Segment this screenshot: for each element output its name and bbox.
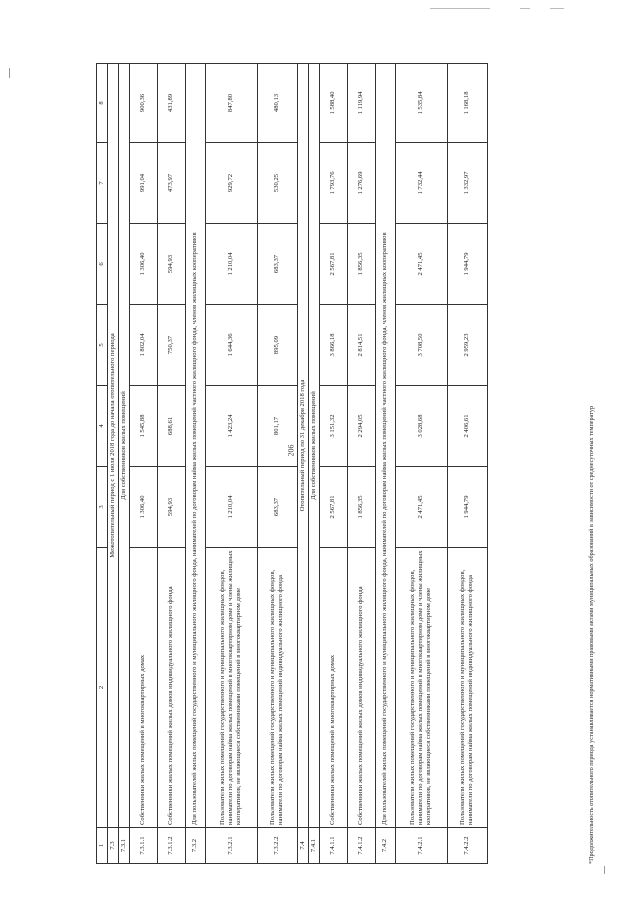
row-code: 7.4.1 <box>308 828 319 864</box>
tariff-value-cell: 1 535,84 <box>395 64 447 143</box>
tariff-value-cell: 1 545,88 <box>129 386 157 467</box>
tariff-value-cell: 594,93 <box>157 467 185 548</box>
tariff-value-cell: 1 732,44 <box>395 143 447 224</box>
tariff-table <box>96 63 488 864</box>
tariff-value-cell: 1 856,35 <box>347 224 375 305</box>
tariff-value-cell: 2 406,61 <box>447 386 487 467</box>
tariff-value-cell: 1 210,04 <box>205 224 257 305</box>
row-code: 7.3.2 <box>185 828 205 864</box>
scan-artifact <box>520 8 530 9</box>
table-row <box>297 64 308 864</box>
table-row <box>319 64 347 864</box>
header-row <box>97 64 108 864</box>
table-row <box>157 64 185 864</box>
table-row <box>308 64 319 864</box>
tariff-value-cell: 1 423,24 <box>205 386 257 467</box>
section-heading: Для пользователей жилых помещений государственного и муниципального жилищного фонда, нанимателей по договорам найма жилых помещений частного жилищного фонда, членов жилищных кооперативов <box>185 64 205 828</box>
tariff-value-cell: 1 306,40 <box>129 224 157 305</box>
tariff-value-cell: 683,37 <box>257 467 297 548</box>
column-header: 4 <box>97 386 108 467</box>
tariff-value-cell: 1 588,40 <box>319 64 347 143</box>
column-header: 5 <box>97 305 108 386</box>
tariff-value-cell: 900,36 <box>129 64 157 143</box>
tariff-value-cell: 801,17 <box>257 386 297 467</box>
column-header: 3 <box>97 467 108 548</box>
rotated-table-container <box>96 64 595 864</box>
tariff-value-cell: 2 959,23 <box>447 305 487 386</box>
row-code: 7.3.2.1 <box>205 828 257 864</box>
tariff-value-cell: 1 644,36 <box>205 305 257 386</box>
tariff-value-cell: 847,80 <box>205 64 257 143</box>
tariff-value-cell: 1 802,04 <box>129 305 157 386</box>
table-row <box>129 64 157 864</box>
row-code: 7.4.2.2 <box>447 828 487 864</box>
column-header: 7 <box>97 143 108 224</box>
table-row <box>118 64 129 864</box>
tariff-value-cell: 3 708,50 <box>395 305 447 386</box>
tariff-value-cell: 1 276,69 <box>347 143 375 224</box>
tariff-value-cell: 480,13 <box>257 64 297 143</box>
tariff-value-cell: 1 332,97 <box>447 143 487 224</box>
row-description: Пользователи жилых помещений государственного и муниципального жилищных фондов, наниматели по договорам найма жилых помещений в многоквартирном доме и члены жилищных кооперативов, не являющиеся собственниками помещений в многоквартирном доме <box>395 548 447 828</box>
tariff-value-cell: 1 210,04 <box>205 467 257 548</box>
table-row <box>375 64 395 864</box>
tariff-value-cell: 473,97 <box>157 143 185 224</box>
row-code: 7.4.1.2 <box>347 828 375 864</box>
tariff-value-cell: 530,25 <box>257 143 297 224</box>
row-code: 7.4.2 <box>375 828 395 864</box>
table-row <box>107 64 118 864</box>
scan-artifact <box>604 866 605 874</box>
tariff-value-cell: 2 567,81 <box>319 224 347 305</box>
row-description: Пользователи жилых помещений государственного и муниципального жилищных фондов, наниматели по договорам найма жилых помещений в многоквартирном доме и члены жилищных кооперативов, не являющиеся собственниками помещений в многоквартирном доме <box>205 548 257 828</box>
tariff-value-cell: 895,09 <box>257 305 297 386</box>
table-row <box>347 64 375 864</box>
tariff-value-cell: 1 119,94 <box>347 64 375 143</box>
tariff-value-cell: 2 567,81 <box>319 467 347 548</box>
row-code: 7.3.2.2 <box>257 828 297 864</box>
section-heading: Для пользователей жилых помещений государственного и муниципального жилищного фонда, нанимателей по договорам найма жилых помещений частного жилищного фонда, членов жилищных кооперативов <box>375 64 395 828</box>
row-code: 7.3.1.1 <box>129 828 157 864</box>
tariff-value-cell: 594,93 <box>157 224 185 305</box>
row-description: Пользователи жилых помещений государственного и муниципального жилищных фондов, наниматели по договорам найма жилых помещений индивидуального жилищного фонда <box>447 548 487 828</box>
footnote: *Продолжительность отопительного периода устанавливается нормативными правовыми актами муниципальных образований в зависимости от среднесуточных температур <box>588 405 595 864</box>
table-row <box>185 64 205 864</box>
tariff-value-cell: 2 471,45 <box>395 224 447 305</box>
tariff-value-cell: 3 151,32 <box>319 386 347 467</box>
table-row <box>205 64 257 864</box>
tariff-value-cell: 991,04 <box>129 143 157 224</box>
row-code: 7.4.1.1 <box>319 828 347 864</box>
section-heading: Для собственников жилых помещений <box>118 64 129 828</box>
tariff-value-cell: 431,89 <box>157 64 185 143</box>
row-description: Собственники жилых помещений в многоквартирных домах <box>319 548 347 828</box>
row-description: Собственники жилых помещений в многоквартирных домах <box>129 548 157 828</box>
tariff-value-cell: 3 028,68 <box>395 386 447 467</box>
scan-artifact <box>430 8 490 9</box>
column-header: 6 <box>97 224 108 305</box>
section-heading: Отопительный период по 31 декабря 2018 года <box>297 64 308 828</box>
tariff-value-cell: 1 168,18 <box>447 64 487 143</box>
row-description: Собственники жилых помещений жилых домов индивидуального жилищного фонда <box>157 548 185 828</box>
row-code: 7.3.1.2 <box>157 828 185 864</box>
tariff-value-cell: 683,37 <box>257 224 297 305</box>
section-heading: Межотопительный период с 1 июля 2018 года до начала отопительного периода <box>107 64 118 828</box>
table-row <box>257 64 297 864</box>
column-header: 2 <box>97 548 108 828</box>
table-row <box>447 64 487 864</box>
tariff-value-cell: 3 866,18 <box>319 305 347 386</box>
table-body <box>97 64 488 864</box>
tariff-value-cell: 1 856,35 <box>347 467 375 548</box>
tariff-value-cell: 688,61 <box>157 386 185 467</box>
scan-artifact <box>9 68 10 78</box>
row-code: 7.3 <box>107 828 118 864</box>
tariff-value-cell: 1 944,79 <box>447 224 487 305</box>
column-header: 8 <box>97 64 108 143</box>
page-number: 206 <box>286 444 296 457</box>
row-description: Пользователи жилых помещений государственного и муниципального жилищных фондов, наниматели по договорам найма жилых помещений индивидуального жилищного фонда <box>257 548 297 828</box>
tariff-value-cell: 2 294,05 <box>347 386 375 467</box>
tariff-value-cell: 2 471,45 <box>395 467 447 548</box>
scan-artifact <box>550 8 564 9</box>
tariff-value-cell: 1 306,40 <box>129 467 157 548</box>
row-code: 7.4.2.1 <box>395 828 447 864</box>
tariff-value-cell: 1 944,79 <box>447 467 487 548</box>
row-code: 7.4 <box>297 828 308 864</box>
table-row <box>395 64 447 864</box>
section-heading: Для собственников жилых помещений <box>308 64 319 828</box>
column-header: 1 <box>97 828 108 864</box>
tariff-value-cell: 1 793,76 <box>319 143 347 224</box>
row-description: Собственники жилых помещений жилых домов индивидуального жилищного фонда <box>347 548 375 828</box>
tariff-value-cell: 929,72 <box>205 143 257 224</box>
tariff-value-cell: 750,37 <box>157 305 185 386</box>
tariff-value-cell: 2 814,51 <box>347 305 375 386</box>
row-code: 7.3.1 <box>118 828 129 864</box>
